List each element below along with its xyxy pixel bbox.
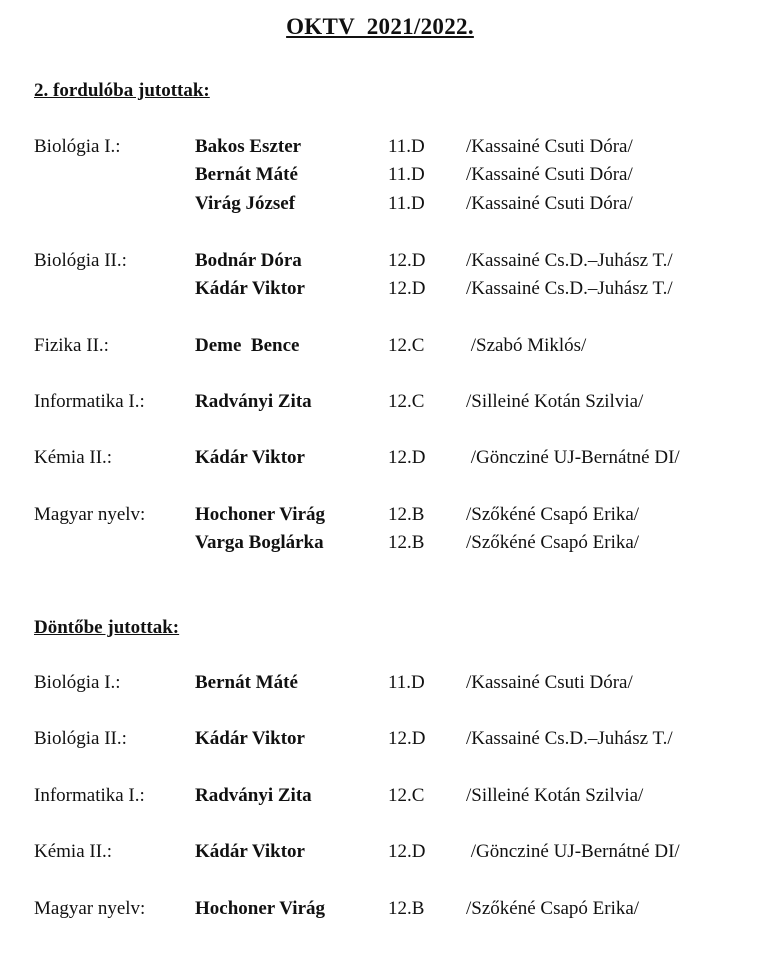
student-name: Kádár Viktor: [195, 841, 305, 862]
student-name: Hochoner Virág: [195, 504, 326, 525]
subject-label: Kémia II.:: [34, 447, 113, 468]
class-label: 11.D: [388, 193, 425, 214]
student-name: Kádár Viktor: [195, 728, 305, 749]
class-label: 11.D: [388, 672, 425, 693]
list-item: [0, 190, 760, 218]
class-label: 12.D: [388, 278, 426, 299]
teacher-name: /Szabó Miklós/: [466, 335, 587, 356]
class-label: 12.C: [388, 391, 425, 412]
student-name: Kádár Viktor: [195, 447, 305, 468]
list-item: [0, 838, 760, 866]
subject-label: Biológia I.:: [34, 136, 121, 157]
student-name: Kádár Viktor: [195, 278, 305, 299]
class-label: 11.D: [388, 136, 425, 157]
list-item: [0, 529, 760, 557]
teacher-name: /Göncziné UJ-Bernátné DI/: [466, 841, 680, 862]
teacher-name: /Göncziné UJ-Bernátné DI/: [466, 447, 680, 468]
subject-label: Biológia II.:: [34, 250, 127, 271]
list-item: [0, 247, 760, 275]
student-name: Deme Bence: [195, 335, 300, 356]
teacher-name: /Silleiné Kotán Szilvia/: [466, 785, 644, 806]
class-label: 12.B: [388, 898, 425, 919]
section-heading-final: Döntőbe jutottak:: [34, 617, 180, 638]
list-item: [0, 161, 760, 189]
list-item: [0, 895, 760, 923]
teacher-name: /Kassainé Cs.D.–Juhász T./: [466, 250, 673, 271]
teacher-name: /Kassainé Csuti Dóra/: [466, 136, 633, 157]
student-name: Bernát Máté: [195, 672, 298, 693]
teacher-name: /Silleiné Kotán Szilvia/: [466, 391, 644, 412]
class-label: 12.C: [388, 335, 425, 356]
list-item: [0, 782, 760, 810]
teacher-name: /Kassainé Csuti Dóra/: [466, 193, 633, 214]
teacher-name: /Szőkéné Csapó Erika/: [466, 898, 640, 919]
teacher-name: /Kassainé Cs.D.–Juhász T./: [466, 728, 673, 749]
list-item: [0, 501, 760, 529]
student-name: Bodnár Dóra: [195, 250, 302, 271]
student-name: Virág József: [195, 193, 296, 214]
list-item: [0, 133, 760, 161]
class-label: 12.D: [388, 728, 426, 749]
list-item: [0, 332, 760, 360]
subject-label: Biológia I.:: [34, 672, 121, 693]
list-item: [0, 444, 760, 472]
class-label: 12.B: [388, 532, 425, 553]
page-title: OKTV 2021/2022.: [286, 14, 474, 39]
teacher-name: /Szőkéné Csapó Erika/: [466, 532, 640, 553]
subject-label: Magyar nyelv:: [34, 504, 146, 525]
subject-label: Fizika II.:: [34, 335, 109, 356]
class-label: 12.D: [388, 250, 426, 271]
subject-label: Informatika I.:: [34, 785, 145, 806]
class-label: 12.D: [388, 841, 426, 862]
class-label: 11.D: [388, 164, 425, 185]
student-name: Radványi Zita: [195, 785, 312, 806]
subject-label: Informatika I.:: [34, 391, 145, 412]
teacher-name: /Szőkéné Csapó Erika/: [466, 504, 640, 525]
list-item: [0, 388, 760, 416]
student-name: Radványi Zita: [195, 391, 312, 412]
teacher-name: /Kassainé Csuti Dóra/: [466, 164, 633, 185]
class-label: 12.D: [388, 447, 426, 468]
student-name: Hochoner Virág: [195, 898, 326, 919]
list-item: [0, 669, 760, 697]
list-item: [0, 275, 760, 303]
teacher-name: /Kassainé Csuti Dóra/: [466, 672, 633, 693]
student-name: Bakos Eszter: [195, 136, 302, 157]
section-heading-round-2: 2. fordulóba jutottak:: [34, 80, 210, 101]
class-label: 12.B: [388, 504, 425, 525]
student-name: Bernát Máté: [195, 164, 298, 185]
teacher-name: /Kassainé Cs.D.–Juhász T./: [466, 278, 673, 299]
list-item: [0, 725, 760, 753]
class-label: 12.C: [388, 785, 425, 806]
subject-label: Magyar nyelv:: [34, 898, 146, 919]
student-name: Varga Boglárka: [195, 532, 324, 553]
subject-label: Kémia II.:: [34, 841, 113, 862]
subject-label: Biológia II.:: [34, 728, 127, 749]
